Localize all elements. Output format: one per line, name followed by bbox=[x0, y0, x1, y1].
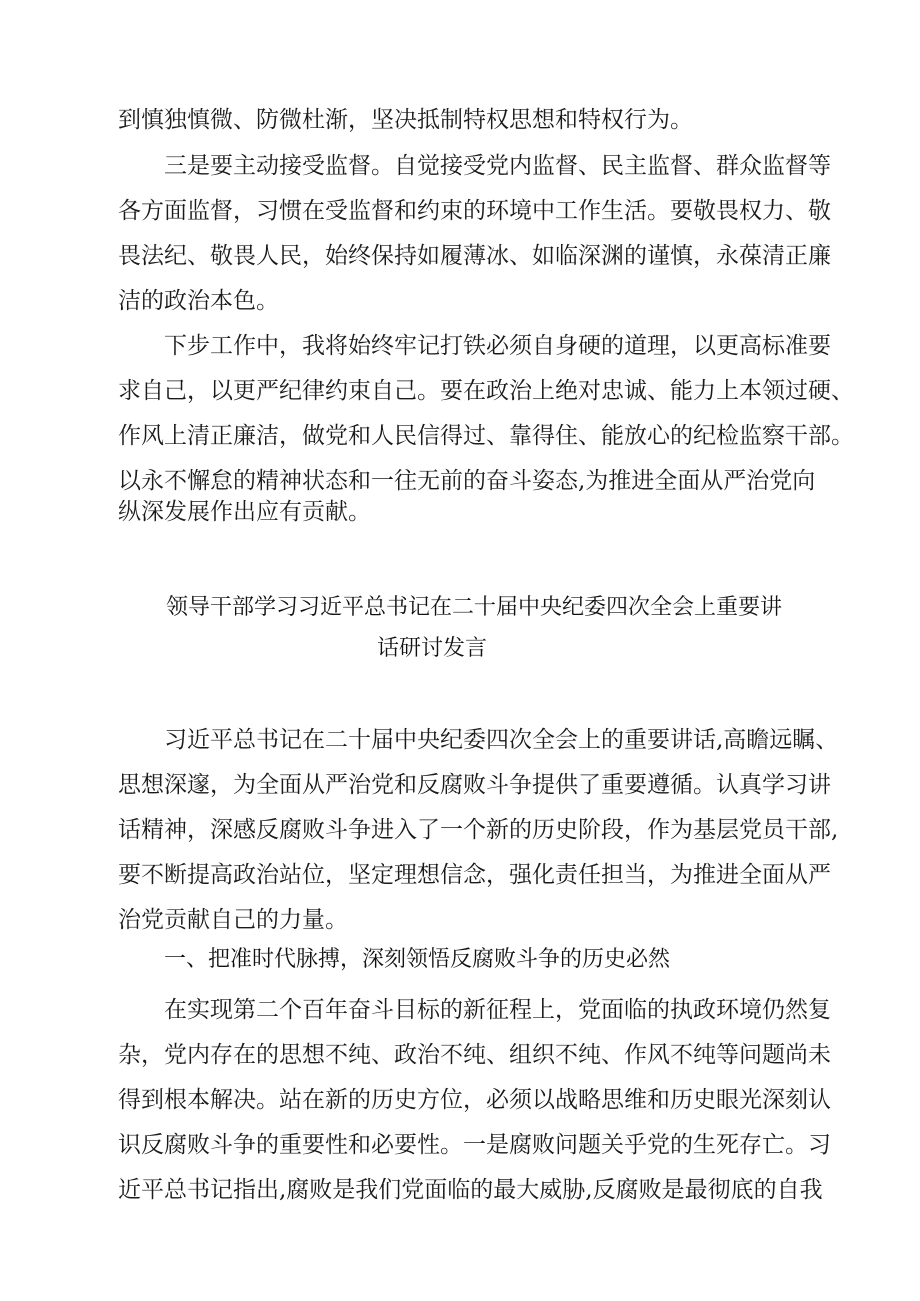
paragraph-line: 作风上清正廉洁，做党和人民信得过、靠得住、能放心的纪检监察干部。 bbox=[118, 423, 854, 449]
paragraph-line: 纵深发展作出应有贡献。 bbox=[118, 499, 371, 525]
paragraph-line: 得到根本解决。站在新的历史方位，必须以战略思维和历史眼光深刻认 bbox=[118, 1087, 831, 1113]
paragraph-line: 识反腐败斗争的重要性和必要性。一是腐败问题关乎党的生死存亡。习 bbox=[118, 1132, 831, 1158]
paragraph-line: 洁的政治本色。 bbox=[118, 288, 279, 314]
paragraph-line: 各方面监督，习惯在受监督和约束的环境中工作生活。要敬畏权力、敬 bbox=[118, 198, 831, 224]
paragraph-line: 到慎独慎微、防微杜渐，坚决抵制特权思想和特权行为。 bbox=[118, 107, 693, 133]
paragraph-line: 思想深邃，为全面从严治党和反腐败斗争提供了重要遵循。认真学习讲 bbox=[118, 772, 831, 798]
paragraph-line: 在实现第二个百年奋斗目标的新征程上，党面临的执政环境仍然复 bbox=[164, 997, 831, 1023]
paragraph-line: 近平总书记指出,腐败是我们党面临的最大威胁,反腐败是最彻底的自我 bbox=[118, 1177, 823, 1203]
paragraph-line: 以永不懈怠的精神状态和一往无前的奋斗姿态,为推进全面从严治党向 bbox=[118, 468, 816, 494]
paragraph-line: 话精神，深感反腐败斗争进入了一个新的历史阶段，作为基层党员干部, bbox=[118, 817, 839, 843]
paragraph-line: 三是要主动接受监督。自觉接受党内监督、民主监督、群众监督等 bbox=[164, 153, 831, 179]
paragraph-line: 要不断提高政治站位，坚定理想信念，强化责任担当，为推进全面从严 bbox=[118, 862, 831, 888]
paragraph-line: 习近平总书记在二十届中央纪委四次全会上的重要讲话,高瞻远瞩、 bbox=[164, 727, 839, 753]
paragraph-line: 治党贡献自己的力量。 bbox=[118, 907, 348, 933]
paragraph-line: 杂，党内存在的思想不纯、政治不纯、组织不纯、作风不纯等问题尚未 bbox=[118, 1042, 831, 1068]
paragraph-line: 畏法纪、敬畏人民，始终保持如履薄冰、如临深渊的谨慎，永葆清正廉 bbox=[118, 243, 831, 269]
article-title-line-1: 领导干部学习习近平总书记在二十届中央纪委四次全会上重要讲 bbox=[166, 595, 783, 620]
article-title-line-2: 话研讨发言 bbox=[377, 636, 488, 661]
section-heading: 一、把准时代脉搏，深刻领悟反腐败斗争的历史必然 bbox=[164, 947, 671, 972]
paragraph-line: 下步工作中，我将始终牢记打铁必须自身硬的道理，以更高标准要 bbox=[164, 333, 831, 359]
paragraph-line: 求自己，以更严纪律约束自己。要在政治上绝对忠诚、能力上本领过硬、 bbox=[118, 378, 854, 404]
